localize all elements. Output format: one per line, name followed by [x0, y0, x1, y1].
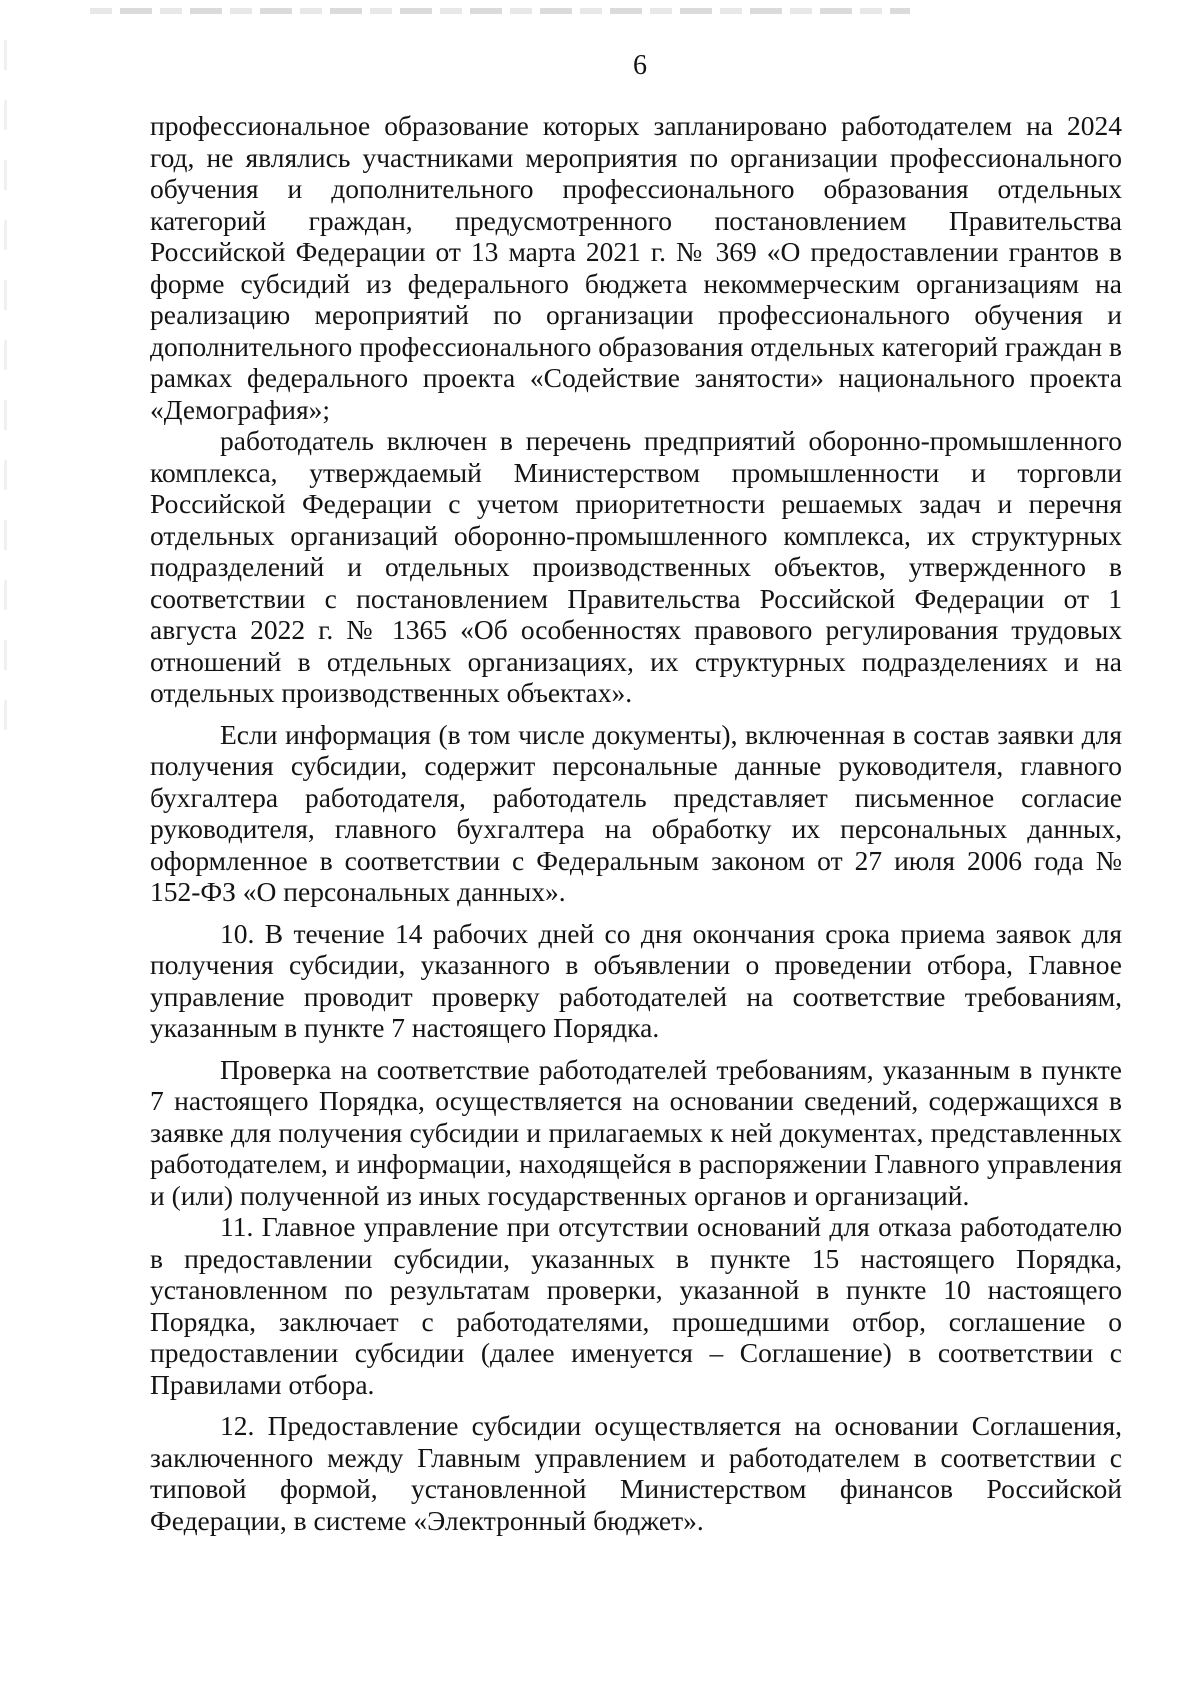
- page-number: 6: [633, 50, 647, 81]
- paragraph-verification: Проверка на соответствие работодателей требованиям, указанным в пункте 7 настоящего Порядка, осуществляется на основании сведений, содержащихся в заявке для получения субсидии и прилагаемых к ней документах, представленных работодателем, и информации, находящейся в распоряжении Главного управления и (или) полученной из иных государственных органов и организаций.: [150, 1053, 1122, 1211]
- paragraph-continuation: профессиональное образование которых запланировано работодателем на 2024 год, не являлись участниками мероприятия по организации профессионального обучения и дополнительного профессионального образования отдельных категорий граждан, предусмотренного постановлением Правительства Российской Федерации от 13 марта 2021 г. № 369 «О предоставлении грантов в форме субсидий из федерального бюджета некоммерческим организациям на реализацию мероприятий по организации профессионального обучения и дополнительного профессионального образования отдельных категорий граждан в рамках федерального проекта «Содействие занятости» национального проекта «Демография»;: [150, 110, 1122, 425]
- paragraph-defense-industry: работодатель включен в перечень предприятий оборонно-промышленного комплекса, утверждаемый Министерством промышленности и торговли Российской Федерации с учетом приоритетности решаемых задач и перечня отдельных организаций оборонно-промышленного комплекса, их структурных подразделений и отдельных производственных объектов, утвержденного в соответствии с постановлением Правительства Российской Федерации от 1 августа 2022 г. № 1365 «Об особенностях правового регулирования трудовых отношений в отдельных организациях, их структурных подразделениях и на отдельных производственных объектах».: [150, 425, 1122, 708]
- scan-artifact-left: [4, 40, 7, 740]
- paragraph-item-12: 12. Предоставление субсидии осуществляется на основании Соглашения, заключенного между Главным управлением и работодателем в соответствии с типовой формой, установленной Министерством финансов Российской Федерации, в системе «Электронный бюджет».: [150, 1410, 1122, 1536]
- paragraph-personal-data: Если информация (в том числе документы), включенная в состав заявки для получения субсидии, содержит персональные данные руководителя, главного бухгалтера работодателя, работодатель представляет письменное согласие руководителя, главного бухгалтера на обработку их персональных данных, оформленное в соответствии с Федеральным законом от 27 июля 2006 года № 152-ФЗ «О персональных данных».: [150, 718, 1122, 907]
- paragraph-item-10: 10. В течение 14 рабочих дней со дня окончания срока приема заявок для получения субсидии, указанного в объявлении о проведении отбора, Главное управление проводит проверку работодателей на соответствие требованиям, указанным в пункте 7 настоящего Порядка.: [150, 917, 1122, 1043]
- document-body: [150, 110, 1122, 1536]
- paragraph-item-11: 11. Главное управление при отсутствии оснований для отказа работодателю в предоставлении субсидии, указанных в пункте 15 настоящего Порядка, установленном по результатам проверки, указанной в пункте 10 настоящего Порядка, заключает с работодателями, прошедшими отбор, соглашение о предоставлении субсидии (далее именуется – Соглашение) в соответствии с Правилами отбора.: [150, 1211, 1122, 1400]
- scan-artifact-top: [90, 8, 910, 14]
